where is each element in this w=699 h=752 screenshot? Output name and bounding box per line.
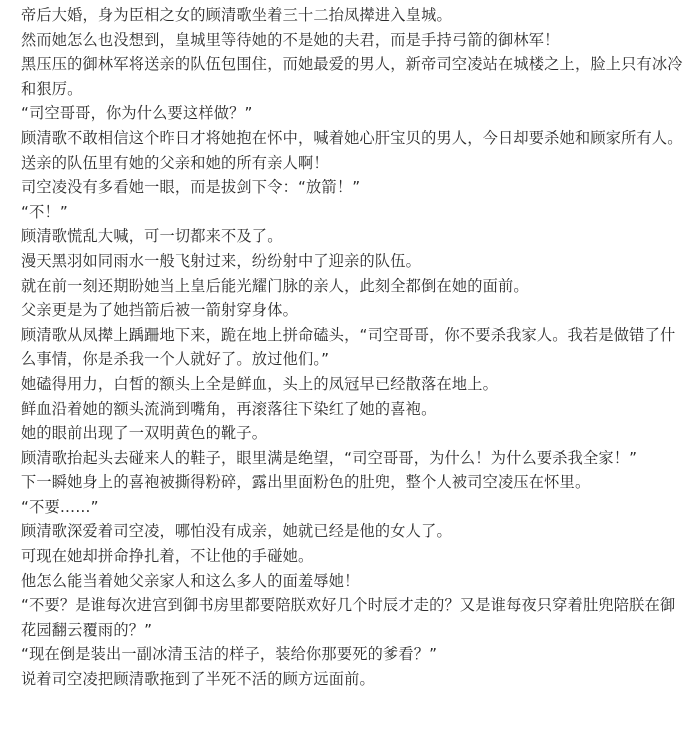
paragraph: 他怎么能当着她父亲家人和这么多人的面羞辱她！ xyxy=(21,571,360,590)
paragraph: 送亲的队伍里有她的父亲和她的所有亲人啊！ xyxy=(21,153,329,172)
paragraph: 顾清歌慌乱大喊，可一切都来不及了。 xyxy=(21,227,283,246)
paragraph: 顾清歌抬起头去碰来人的鞋子，眼里满是绝望，“司空哥哥，为什么！为什么要杀我全家！” xyxy=(21,448,638,467)
paragraph: “司空哥哥，你为什么要这样做？” xyxy=(21,104,253,123)
paragraph: “不要……” xyxy=(21,497,99,516)
paragraph: 下一瞬她身上的喜袍被撕得粉碎，露出里面粉色的肚兜，整个人被司空凌压在怀里。 xyxy=(21,473,591,492)
paragraph: 黑压压的御林军将送亲的队伍包围住，而她最爱的男人，新帝司空凌站在城楼之上，脸上只有冰冷和狠厉。 xyxy=(21,55,683,98)
paragraph: 漫天黑羽如同雨水一般飞射过来，纷纷射中了迎亲的队伍。 xyxy=(21,251,422,270)
paragraph: 她磕得用力，白皙的额头上全是鲜血，头上的凤冠早已经散落在地上。 xyxy=(21,374,499,393)
paragraph: 说着司空凌把顾清歌拖到了半死不活的顾方远面前。 xyxy=(21,670,375,689)
paragraph: 顾清歌深爱着司空凌，哪怕没有成亲，她就已经是他的女人了。 xyxy=(21,522,452,541)
paragraph: 帝后大婚，身为臣相之女的顾清歌坐着三十二抬凤撵进入皇城。 xyxy=(21,6,452,24)
paragraph: 她的眼前出现了一双明黄色的靴子。 xyxy=(21,424,268,443)
paragraph: 顾清歌从凤撵上踽跚地下来，跪在地上拼命磕头，“司空哥哥，你不要杀我家人。我若是做错了什么事情，你是杀我一个人就好了。放过他们。” xyxy=(21,325,676,369)
paragraph: 可现在她却拼命挣扎着，不让他的手碰她。 xyxy=(21,547,314,566)
paragraph: 鲜血沿着她的额头流淌到嘴角，再滚落往下染红了她的喜袍。 xyxy=(21,399,437,418)
paragraph: 然而她怎么也没想到，皇城里等待她的不是她的夫君，而是手持弓箭的御林军！ xyxy=(21,30,560,49)
paragraph: 司空凌没有多看她一眼，而是拔剑下令：“放箭！” xyxy=(21,178,361,197)
paragraph: “不！” xyxy=(21,202,68,221)
paragraph: 顾清歌不敢相信这个昨日才将她抱在怀中，喊着她心肝宝贝的男人，今日却要杀她和顾家所有人。 xyxy=(21,128,683,147)
paragraph: “不要？是谁每次进宫到御书房里都要陪朕欢好几个时辰才走的？又是谁每夜只穿着肚兜陪朕在御花园翻云覆雨的？” xyxy=(21,596,676,639)
paragraph: “现在倒是装出一副冰清玉洁的样子，装给你那要死的爹看？” xyxy=(21,645,438,664)
paragraph: 就在前一刻还期盼她当上皇后能光耀门脉的亲人，此刻全都倒在她的面前。 xyxy=(21,276,529,295)
paragraph: 父亲更是为了她挡箭后被一箭射穿身体。 xyxy=(21,301,298,320)
